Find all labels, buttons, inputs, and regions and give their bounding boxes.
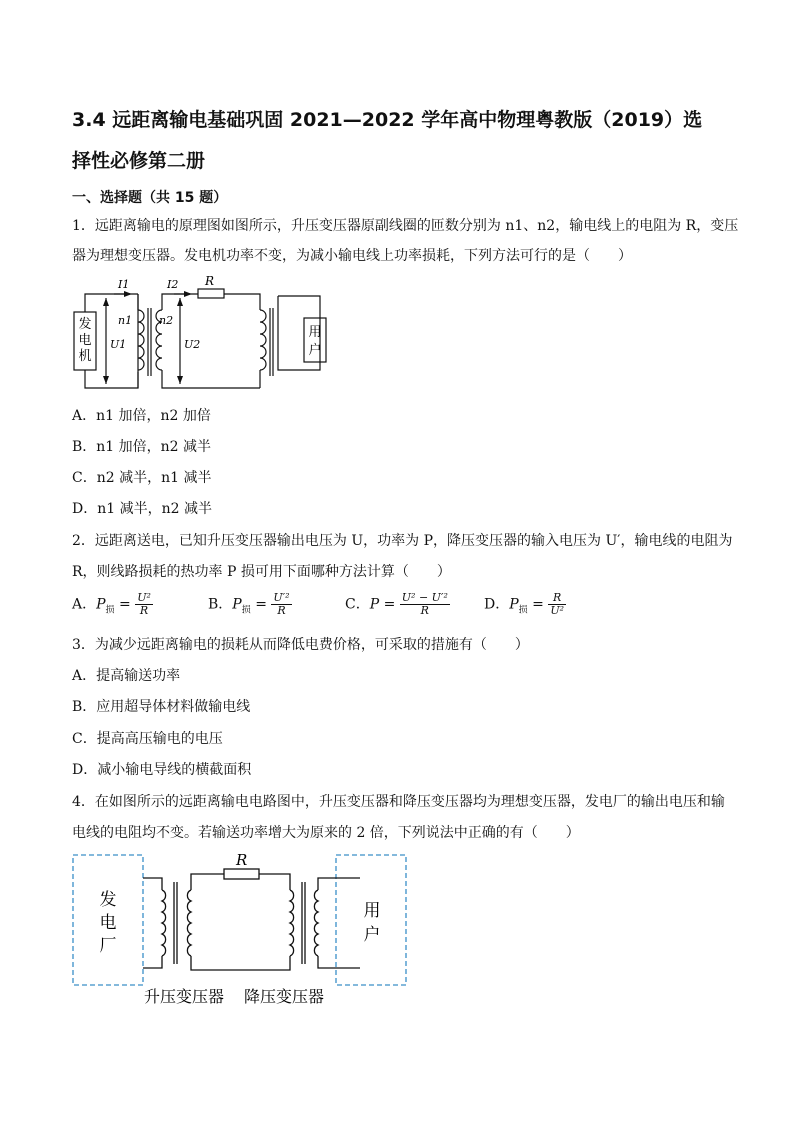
q1-option-b[interactable]: B．n1 加倍，n2 减半 [72, 439, 212, 455]
q1-option-d[interactable]: D．n1 减半，n2 减半 [72, 501, 212, 517]
q3-option-c[interactable]: C．提高高压输电的电压 [72, 731, 223, 747]
doc-title-line1: 3.4 远距离输电基础巩固 2021—2022 学年高中物理粤教版（2019）选 [72, 109, 703, 131]
q4-stem-line2: 电线的电阻均不变。若输送功率增大为原来的 2 倍，下列说法中正确的有（ ） [72, 825, 580, 841]
label-step-up: 升压变压器 [144, 987, 225, 1006]
q3-option-d[interactable]: D．减小输电导线的横截面积 [72, 762, 252, 778]
label-i1: I1 [118, 278, 130, 291]
label-n2: n2 [159, 314, 174, 327]
user-char-1: 用 [308, 325, 322, 340]
plant-char-3: 厂 [99, 936, 117, 956]
user4-char-2: 户 [363, 925, 381, 945]
user4-char-1: 用 [363, 901, 381, 921]
doc-title-line2: 择性必修第二册 [72, 150, 206, 172]
label-u1: U1 [110, 338, 127, 351]
step-down-secondary-coil [314, 890, 318, 956]
label-r: R [205, 274, 215, 288]
q1-option-c[interactable]: C．n2 减半，n1 减半 [72, 470, 212, 486]
q1-option-a[interactable]: A．n1 加倍，n2 加倍 [72, 408, 211, 424]
gen-char-1: 发 [78, 317, 92, 332]
gen-char-2: 电 [78, 333, 92, 348]
primary-coil [138, 310, 144, 370]
q2-stem-line1: 2．远距离送电，已知升压变压器输出电压为 U，功率为 P，降压变压器的输入电压为 U′，输电线的电阻为 [72, 533, 733, 549]
q3-stem: 3．为减少远距离输电的损耗从而降低电费价格，可采取的措施有（ ） [72, 637, 529, 653]
q3-option-b[interactable]: B．应用超导体材料做输电线 [72, 699, 251, 715]
q2-stem-line2: R，则线路损耗的热功率 P 损可用下面哪种方法计算（ ） [72, 564, 451, 580]
q2-option-d[interactable]: D．$P_损$ = $\frac{R}{\text{U²}}$ [484, 591, 564, 617]
gen-char-3: 机 [78, 349, 92, 364]
step-up-primary-coil [162, 890, 166, 956]
line-resistor [224, 869, 259, 879]
q3-option-a[interactable]: A．提高输送功率 [72, 668, 181, 684]
label-n1: n1 [118, 314, 133, 327]
label-u2: U2 [184, 338, 201, 351]
q1-stem-line2: 器为理想变压器。发电机功率不变，为减小输电线上功率损耗，下列方法可行的是（ ） [72, 248, 632, 264]
q1-circuit-diagram [70, 272, 330, 400]
step-up-secondary-coil [187, 890, 191, 956]
section-heading: 一、选择题（共 15 题） [72, 190, 228, 206]
q2-option-a[interactable]: A．$P_损$ = $\frac{\text{U²}}{R}$ [72, 591, 151, 617]
q2-option-b[interactable]: B．$P_损$ = $\frac{\text{U′²}}{R}$ [208, 591, 290, 617]
label-r4: R [236, 851, 248, 869]
resistor [198, 289, 224, 298]
q4-stem-line1: 4．在如图所示的远距离输电电路图中，升压变压器和降压变压器均为理想变压器，发电厂的输出电压和输 [72, 794, 725, 810]
step-down-primary-coil [290, 890, 294, 956]
plant-char-2: 电 [99, 913, 117, 933]
plant-char-1: 发 [99, 890, 117, 910]
user-char-2: 户 [308, 343, 322, 358]
q4-circuit-diagram [70, 850, 410, 1010]
q1-stem-line1: 1．远距离输电的原理图如图所示，升压变压器原副线圈的匝数分别为 n1、n2，输电线上的电阻为 R，变压 [72, 218, 739, 234]
label-step-down: 降压变压器 [244, 987, 325, 1006]
label-i2: I2 [167, 278, 179, 291]
q2-option-c[interactable]: C．P = $\frac{\text{U² − U′²}}{R}$ [345, 591, 448, 617]
